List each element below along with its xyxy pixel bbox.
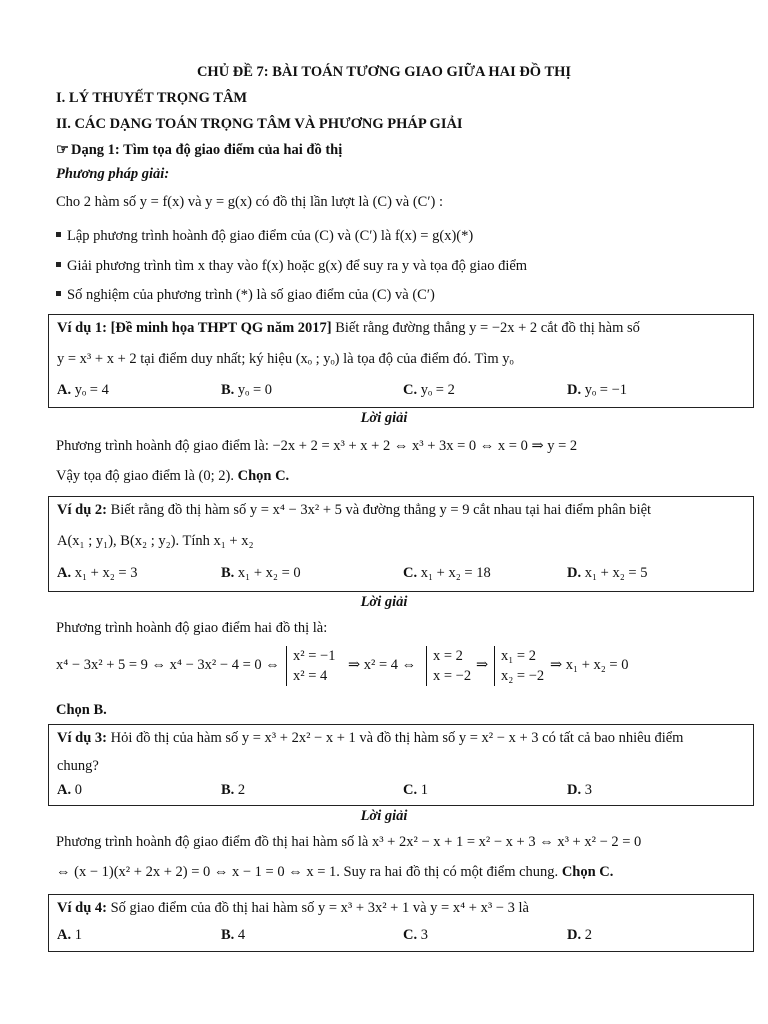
- option-a: A. 1: [57, 927, 82, 943]
- option-a: A. yₒ = 4: [57, 382, 109, 398]
- pointing-hand-icon: ☞: [56, 142, 69, 158]
- example-1-box: [48, 314, 754, 408]
- example-2-line2: A(x₁ ; y₁), B(x₂ ; y₂). Tính x₁ + x₂: [57, 533, 254, 549]
- method-bullet: [56, 228, 473, 245]
- example-2-box: [48, 496, 754, 592]
- example-2-solution-line1: Phương trình hoành độ giao điểm hai đồ thị là:: [56, 620, 328, 636]
- option-b: B. 2: [221, 782, 246, 798]
- example-1-label: Ví dụ 1: [Đề minh họa THPT QG năm 2017]: [57, 320, 332, 336]
- example-1-solution-line1: Phương trình hoành độ giao điểm là: −2x + 2 = x³ + x + 2 ⇔ x³ + 3x = 0 ⇔ x = 0 ⇒ y = 2: [56, 438, 578, 454]
- option-c: C. x₁ + x₂ = 18: [403, 565, 491, 581]
- example-2-solution-part1: x⁴ − 3x² + 5 = 9 ⇔ x⁴ − 3x² − 4 = 0 ⇔: [56, 657, 280, 673]
- section-theory: I. LÝ THUYẾT TRỌNG TÂM: [56, 90, 248, 106]
- solution-label: Lời giải: [360, 410, 408, 426]
- solution-label: Lời giải: [360, 594, 408, 610]
- example-4-box: [48, 894, 754, 952]
- example-2-solution-part3: ⇒: [476, 657, 489, 673]
- example-1-line1: [57, 320, 640, 337]
- example-3-label: Ví dụ 3:: [57, 730, 107, 746]
- option-b: B. yₒ = 0: [221, 382, 273, 398]
- example-2-solution-part2: ⇒ x² = 4 ⇔: [348, 657, 417, 673]
- equation-system-1: x² = −1 x² = 4: [286, 646, 335, 686]
- option-c: C. yₒ = 2: [403, 382, 455, 398]
- example-2-line1: [57, 502, 651, 519]
- method-label: Phương pháp giải:: [56, 166, 170, 182]
- method-intro: Cho 2 hàm số y = f(x) và y = g(x) có đồ thị lần lượt là (C) và (C′) :: [56, 194, 444, 210]
- page-title: CHỦ ĐỀ 7: BÀI TOÁN TƯƠNG GIAO GIỮA HAI ĐỒ THỊ: [196, 64, 572, 80]
- option-c: C. 1: [403, 782, 428, 798]
- option-d: D. yₒ = −1: [567, 382, 628, 398]
- example-1-solution-line2: Vậy tọa độ giao điểm là (0; 2). Chọn C.: [56, 468, 290, 484]
- example-3-solution-line1: Phương trình hoành độ giao điểm đồ thị hai hàm số là x³ + 2x² − x + 1 = x² − x + 3 ⇔ x³ + x² − 2 = 0: [56, 834, 642, 850]
- example-4-line1: [57, 900, 529, 917]
- option-b: B. x₁ + x₂ = 0: [221, 565, 301, 581]
- example-2-text: Biết rằng đồ thị hàm số y = x⁴ − 3x² + 5 và đường thẳng y = 9 cắt nhau tại hai điểm phân biệt: [106, 502, 652, 518]
- bullet-text: Số nghiệm của phương trình (*) là số giao điểm của (C) và (C′): [67, 287, 435, 303]
- type1-heading-text: Dạng 1: Tìm tọa độ giao điểm của hai đồ thị: [71, 142, 343, 158]
- example-4-text: Số giao điểm của đồ thị hai hàm số y = x³ + 3x² + 1 và y = x⁴ + x³ − 3 là: [106, 900, 529, 916]
- example-3-line2: chung?: [57, 758, 99, 774]
- answer-choice: Chọn B.: [56, 702, 107, 718]
- example-1-text: Biết rằng đường thẳng y = −2x + 2 cắt đồ thị hàm số: [331, 320, 640, 336]
- option-a: A. 0: [57, 782, 82, 798]
- bullet-icon: [56, 262, 61, 267]
- option-d: D. x₁ + x₂ = 5: [567, 565, 648, 581]
- example-2-label: Ví dụ 2:: [57, 502, 107, 518]
- equation-system-3: x₁ = 2 x₂ = −2: [494, 646, 544, 686]
- solution-label: Lời giải: [360, 808, 408, 824]
- example-4-label: Ví dụ 4:: [57, 900, 107, 916]
- example-1-line2: y = x³ + x + 2 tại điểm duy nhất; ký hiệu (xₒ ; yₒ) là tọa độ của điểm đó. Tìm yₒ: [57, 351, 514, 367]
- answer-choice: Chọn C.: [561, 864, 614, 880]
- example-2-solution-part4: ⇒ x₁ + x₂ = 0: [550, 657, 629, 673]
- bullet-icon: [56, 291, 61, 296]
- option-b: B. 4: [221, 927, 246, 943]
- bullet-text: Giải phương trình tìm x thay vào f(x) hoặc g(x) để suy ra y và tọa độ giao điểm: [67, 258, 528, 274]
- method-bullet: [56, 287, 435, 304]
- method-bullet: [56, 258, 527, 275]
- answer-choice: Chọn C.: [237, 468, 290, 484]
- section-problem-types: II. CÁC DẠNG TOÁN TRỌNG TÂM VÀ PHƯƠNG PHÁP GIẢI: [56, 116, 463, 132]
- example-3-box: [48, 724, 754, 806]
- example-3-line1: [57, 730, 683, 747]
- equation-system-2: x = 2 x = −2: [426, 646, 471, 686]
- option-d: D. 3: [567, 782, 592, 798]
- bullet-icon: [56, 232, 61, 237]
- type1-heading: [56, 142, 342, 159]
- example-3-solution-line2: ⇔ (x − 1)(x² + 2x + 2) = 0 ⇔ x − 1 = 0 ⇔ x = 1. Suy ra hai đồ thị có một điểm chung. Chọn C.: [56, 864, 614, 880]
- example-3-text: Hỏi đồ thị của hàm số y = x³ + 2x² − x + 1 và đồ thị hàm số y = x² − x + 3 có tất cả bao nhiêu điểm: [106, 730, 684, 746]
- option-d: D. 2: [567, 927, 592, 943]
- option-c: C. 3: [403, 927, 428, 943]
- option-a: A. x₁ + x₂ = 3: [57, 565, 138, 581]
- bullet-text: Lập phương trình hoành độ giao điểm của (C) và (C′) là f(x) = g(x)(*): [67, 228, 474, 244]
